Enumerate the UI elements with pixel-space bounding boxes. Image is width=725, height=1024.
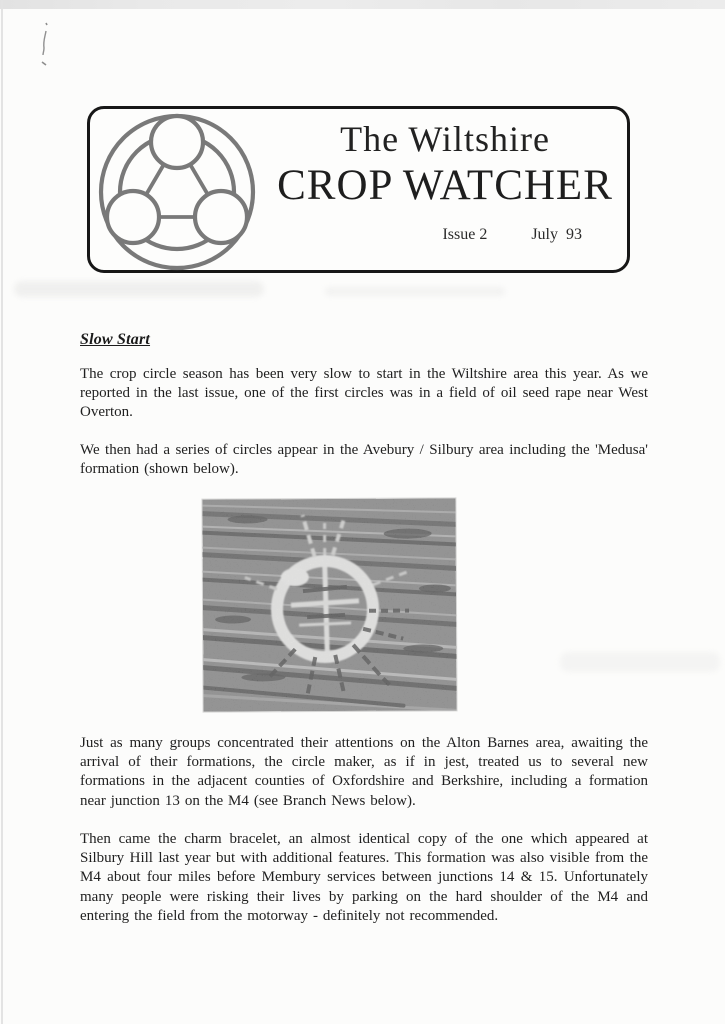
newsletter-title-line1: The Wiltshire [340, 119, 550, 159]
scan-edge-artifact [1, 0, 3, 1024]
medusa-formation-photo [202, 498, 456, 711]
scan-edge-artifact [0, 0, 725, 9]
scan-smudge [560, 652, 720, 672]
scan-smudge [14, 281, 264, 297]
article-paragraph: Just as many groups concentrated their attentions on the Alton Barnes area, awaiting the arrival of their formations, the circle maker, as if in jest, treated us to several new formations in the adjacent counties of Oxfordshire and Berkshire, including a formation near junction 13 on the M4 (see Branch News below). [80, 735, 648, 809]
pen-mark [38, 22, 52, 68]
article-paragraph: We then had a series of circles appear in the Avebury / Silbury area including the 'Medusa' formation (shown below). [80, 442, 648, 478]
article-paragraph: Then came the charm bracelet, an almost identical copy of the one which appeared at Silbury Hill last year but with additional features. This formation was also visible from the M4 about four miles before Membury services between junctions 14 & 15. Unfortunately many people were risking their lives by parking on the hard shoulder of the M4 and entering the field from the motorway - definitely not recommended. [80, 831, 648, 924]
masthead-title-block [270, 117, 620, 211]
section-heading: Slow Start [80, 331, 151, 348]
article-paragraph: The crop circle season has been very slow to start in the Wiltshire area this year. As we reported in the last issue, one of the first circles was in a field of oil seed rape near West Overton. [80, 366, 648, 421]
issue-date-line [442, 226, 582, 244]
issue-number: Issue 2 [442, 226, 488, 243]
newsletter-title-line2: CROP WATCHER [277, 162, 613, 209]
scan-smudge [325, 287, 505, 296]
masthead [87, 106, 630, 273]
issue-date: July 93 [531, 226, 582, 243]
crop-circle-logo-icon [96, 113, 258, 271]
